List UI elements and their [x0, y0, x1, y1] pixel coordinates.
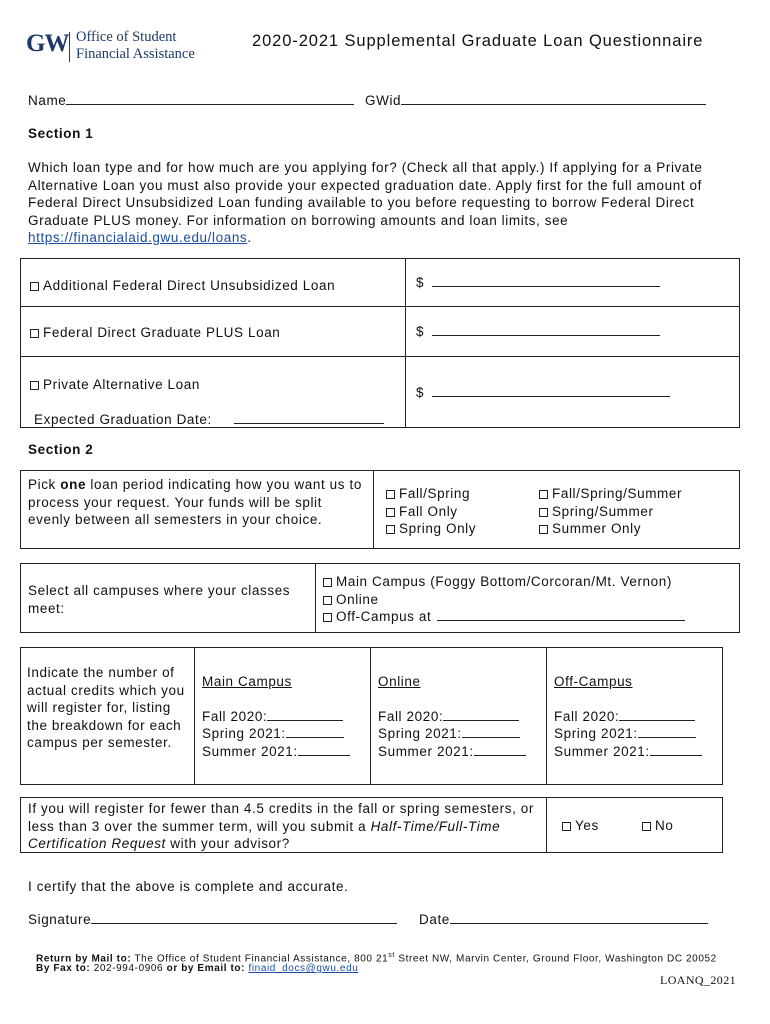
period-options-left — [386, 485, 476, 538]
fax-number: 202-994-0906 — [93, 963, 164, 974]
mail-address-post: Street NW, Marvin Center, Ground Floor, Washington DC 20052 — [394, 953, 717, 965]
off-summer-label: Summer 2021: — [554, 743, 650, 759]
grad-date-row — [34, 411, 384, 429]
online-fall-field[interactable] — [443, 709, 519, 721]
section-2-heading: Section 2 — [28, 442, 94, 457]
campus-online[interactable] — [323, 591, 685, 609]
label-campus-off: Off-Campus at — [336, 609, 432, 624]
campus-main[interactable] — [323, 573, 685, 591]
logo-line-2: Financial Assistance — [76, 46, 195, 62]
main-spring-field[interactable] — [286, 726, 344, 738]
certify-statement: I certify that the above is complete and accurate. — [28, 879, 349, 894]
email-link[interactable]: finaid_docs@gwu.edu — [248, 963, 359, 974]
logo-line-1: Office of Student — [76, 29, 177, 45]
period-summer-only[interactable] — [539, 520, 682, 538]
plus-dollar: $ — [416, 324, 425, 339]
checkbox-yes[interactable] — [562, 822, 571, 831]
credits-main-heading: Main Campus — [202, 674, 292, 689]
checkbox-campus-main[interactable] — [323, 578, 332, 587]
unsub-dollar: $ — [416, 275, 425, 290]
no-label: No — [655, 818, 674, 833]
main-fall-label: Fall 2020: — [202, 708, 268, 724]
online-summer-field[interactable] — [474, 744, 526, 756]
halftime-yes[interactable] — [562, 817, 599, 835]
signature-label: Signature — [28, 912, 92, 927]
campus-prompt: Select all campuses where your classes meet: — [28, 583, 291, 616]
grad-date-label: Expected Graduation Date: — [34, 412, 212, 427]
checkbox-fall-spring[interactable] — [386, 490, 395, 499]
date-field[interactable] — [450, 912, 708, 924]
period-fall-spring-summer[interactable] — [539, 485, 682, 503]
private-dollar: $ — [416, 385, 425, 400]
credits-col-off — [554, 673, 702, 760]
main-summer-field[interactable] — [298, 744, 350, 756]
page-title: 2020-2021 Supplemental Graduate Loan Questionnaire — [252, 32, 704, 50]
off-spring-row — [554, 725, 702, 743]
halftime-question — [28, 800, 540, 853]
online-spring-row — [378, 725, 526, 743]
online-fall-row — [378, 708, 526, 726]
halftime-post: with your advisor? — [165, 836, 290, 851]
name-row — [28, 92, 354, 110]
online-fall-label: Fall 2020: — [378, 708, 444, 724]
checkbox-spring-summer[interactable] — [539, 508, 548, 517]
off-fall-row — [554, 708, 702, 726]
mail-label: Return by Mail to: — [36, 953, 132, 965]
loan-option-private[interactable] — [30, 376, 200, 394]
date-label: Date — [419, 912, 450, 927]
checkbox-summer-only[interactable] — [539, 525, 548, 534]
main-spring-label: Spring 2021: — [202, 726, 286, 741]
checkbox-no[interactable] — [642, 822, 651, 831]
gw-logo-mark: GW — [26, 30, 69, 57]
main-summer-label: Summer 2021: — [202, 743, 298, 759]
private-amount — [416, 384, 670, 402]
fax-label: By Fax to: — [36, 963, 91, 974]
footer-fax-email — [36, 962, 358, 975]
off-campus-location-field[interactable] — [437, 609, 685, 621]
checkbox-plus[interactable] — [30, 329, 39, 338]
signature-field[interactable] — [91, 912, 397, 924]
email-label: or by Email to: — [166, 963, 246, 974]
main-summer-row — [202, 743, 350, 761]
main-fall-row — [202, 708, 350, 726]
checkbox-private[interactable] — [30, 381, 39, 390]
period-prompt-pre: Pick — [28, 477, 61, 492]
label-spring-summer: Spring/Summer — [552, 503, 654, 519]
loan-option-unsub[interactable] — [30, 277, 335, 295]
off-spring-label: Spring 2021: — [554, 726, 638, 741]
signature-row — [28, 911, 397, 929]
plus-amount — [416, 323, 660, 341]
unsub-amount-field[interactable] — [432, 275, 660, 287]
label-fall-spring: Fall/Spring — [399, 486, 471, 501]
gw-logo — [26, 28, 206, 68]
yes-label: Yes — [575, 818, 599, 833]
mail-address-pre: The Office of Student Financial Assistance, 800 21 — [134, 953, 389, 965]
period-prompt — [28, 476, 363, 529]
instructions-text: Which loan type and for how much are you applying for? (Check all that apply.) If applying for a Private Alternative Loan you must also provide your expected graduation date. Apply first for the full amount of Federal Direct Unsubsidized Loan funding available to you before requesting to borrow Federal Direct Graduate PLUS money. For information on borrowing amounts and loan limits, see — [28, 160, 703, 228]
off-summer-field[interactable] — [650, 744, 702, 756]
credits-prompt: Indicate the number of actual credits which you will register for, listing the breakdown for each campus per semester. — [27, 665, 185, 750]
private-amount-field[interactable] — [432, 385, 670, 397]
period-prompt-post: loan period indicating how you want us to process your request. Your funds will be split evenly between all semesters in your choice. — [28, 477, 362, 527]
halftime-pre: If you will register for fewer than 4.5 credits in the fall or spring semesters, or less than 3 over the summer term, will you submit a — [28, 801, 534, 834]
name-label: Name — [28, 93, 67, 108]
campus-off[interactable] — [323, 608, 685, 626]
off-fall-label: Fall 2020: — [554, 708, 620, 724]
date-row — [419, 911, 708, 929]
credits-col-main — [202, 673, 350, 760]
loan-option-plus[interactable] — [30, 324, 280, 342]
gwid-label: GWid — [365, 93, 402, 108]
plus-label: Federal Direct Graduate PLUS Loan — [43, 325, 281, 340]
checkbox-unsub[interactable] — [30, 282, 39, 291]
checkbox-spring-only[interactable] — [386, 525, 395, 534]
checkbox-campus-online[interactable] — [323, 596, 332, 605]
mail-address-sup: st — [388, 952, 395, 959]
logo-divider — [69, 32, 70, 62]
period-spring-summer[interactable] — [539, 503, 682, 521]
gwid-row — [365, 92, 706, 110]
grad-date-field[interactable] — [234, 412, 384, 424]
name-field[interactable] — [66, 93, 354, 105]
label-campus-online: Online — [336, 591, 379, 607]
halftime-no[interactable] — [642, 817, 673, 835]
main-fall-field[interactable] — [267, 709, 343, 721]
main-spring-row — [202, 725, 350, 743]
form-code: LOANQ_2021 — [660, 973, 736, 987]
credits-off-heading: Off-Campus — [554, 674, 633, 689]
instructions-end: . — [247, 230, 252, 245]
period-options-right — [539, 485, 682, 538]
off-spring-field[interactable] — [638, 726, 696, 738]
checkbox-campus-off[interactable] — [323, 613, 332, 622]
label-fall-spring-summer: Fall/Spring/Summer — [552, 486, 683, 501]
period-fall-only[interactable] — [386, 503, 476, 521]
section-1-instructions — [28, 159, 740, 247]
credits-col-online — [378, 673, 526, 760]
label-fall-only: Fall Only — [399, 503, 458, 519]
online-summer-row — [378, 743, 526, 761]
section-1-heading: Section 1 — [28, 126, 94, 141]
online-spring-field[interactable] — [462, 726, 520, 738]
gwid-field[interactable] — [401, 93, 706, 105]
checkbox-fall-only[interactable] — [386, 508, 395, 517]
unsub-amount — [416, 274, 660, 292]
private-label: Private Alternative Loan — [43, 377, 200, 392]
credits-online-heading: Online — [378, 674, 421, 689]
unsub-label: Additional Federal Direct Unsubsidized Loan — [43, 278, 336, 293]
off-summer-row — [554, 743, 702, 761]
label-campus-main: Main Campus (Foggy Bottom/Corcoran/Mt. Vernon) — [336, 574, 672, 589]
halftime-italic: Half-Time/Full-Time Certification Request — [28, 818, 501, 851]
campus-options — [323, 573, 685, 626]
period-spring-only[interactable] — [386, 520, 476, 538]
label-spring-only: Spring Only — [399, 521, 477, 536]
checkbox-fall-spring-summer[interactable] — [539, 490, 548, 499]
period-prompt-bold: one — [60, 477, 87, 492]
label-summer-only: Summer Only — [552, 521, 642, 536]
off-fall-field[interactable] — [619, 709, 695, 721]
period-fall-spring[interactable] — [386, 485, 476, 503]
online-summer-label: Summer 2021: — [378, 743, 474, 759]
plus-amount-field[interactable] — [432, 324, 660, 336]
loans-link[interactable]: https://financialaid.gwu.edu/loans — [28, 230, 248, 245]
online-spring-label: Spring 2021: — [378, 726, 462, 741]
